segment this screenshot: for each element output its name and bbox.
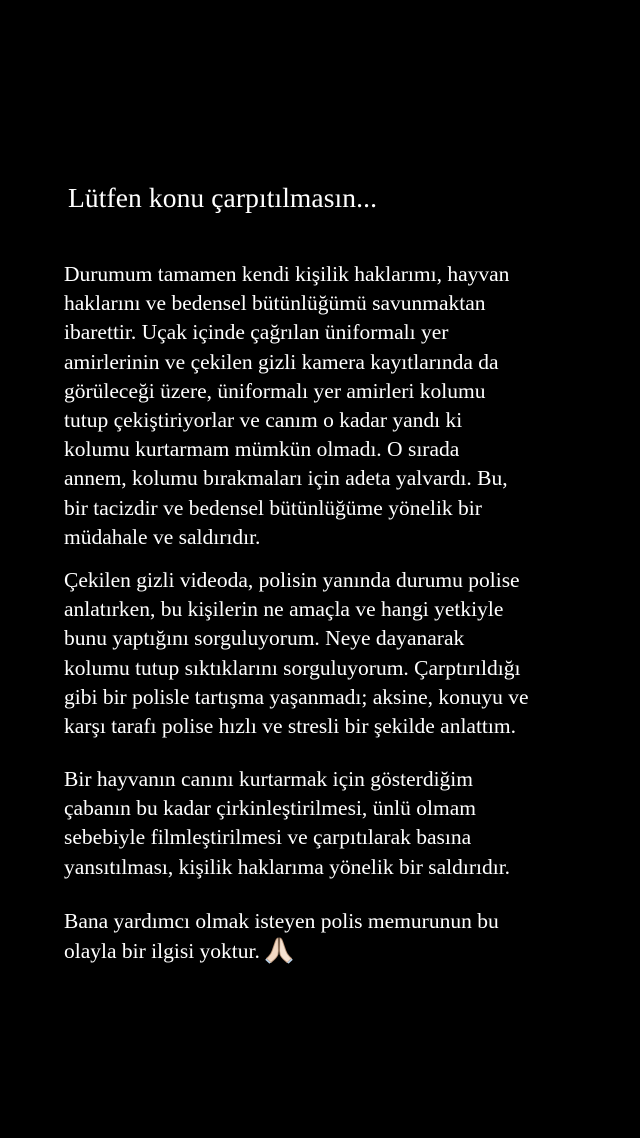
text-line: amirlerinin ve çekilen gizli kamera kayıtlarında da [64,349,499,374]
text-line: karşı tarafı polise hızlı ve stresli bir şekilde anlattım. [64,714,516,739]
text-line: annem, kolumu bırakmaları için adeta yalvardı. Bu, [64,466,508,491]
text-line: sebebiyle filmleştirilmesi ve çarpıtılarak basına [64,825,472,850]
paragraph-1 [64,260,640,552]
text-line: tutup çekiştiriyorlar ve canım o kadar yandı ki [64,408,463,433]
paragraph-2 [64,566,640,741]
text-line: anlatırken, bu kişilerin ne amaçla ve hangi yetkiyle [64,597,504,622]
text-line: yansıtılması, kişilik haklarıma yönelik bir saldırıdır. [64,854,511,879]
story-title: Lütfen konu çarpıtılmasın... [68,182,378,213]
text-line: kolumu kurtarmam mümkün olmadı. O sırada [64,437,460,462]
text-line: olayla bir ilgisi yoktur. [64,939,260,964]
text-line: gibi bir polisle tartışma yaşanmadı; aksine, konuyu ve [64,684,529,709]
text-line: çabanın bu kadar çirkinleştirilmesi, ünlü olmam [64,796,476,821]
text-line: ibarettir. Uçak içinde çağrılan üniformalı yer [64,320,449,345]
text-line: Bir hayvanın canını kurtarmak için gösterdiğim [64,767,473,791]
text-line: müdahale ve saldırıdır. [64,524,261,549]
folded-hands-emoji-icon [264,936,294,964]
text-line-with-emoji [64,936,640,966]
text-line: kolumu tutup sıktıklarını sorguluyorum. Çarptırıldığı [64,655,521,680]
paragraph-4 [64,907,640,966]
text-line: Durumum tamamen kendi kişilik haklarımı, hayvan [64,262,510,286]
text-line: Bana yardımcı olmak isteyen polis memurunun bu [64,909,499,933]
text-line: Çekilen gizli videoda, polisin yanında durumu polise [64,568,520,592]
text-line: görüleceği üzere, üniformalı yer amirleri kolumu [64,378,486,403]
text-line: bir tacizdir ve bedensel bütünlüğüme yönelik bir [64,495,482,520]
text-line: bunu yaptığını sorguluyorum. Neye dayanarak [64,626,465,651]
paragraph-3 [64,765,640,882]
text-line: haklarını ve bedensel bütünlüğümü savunmaktan [64,291,486,316]
